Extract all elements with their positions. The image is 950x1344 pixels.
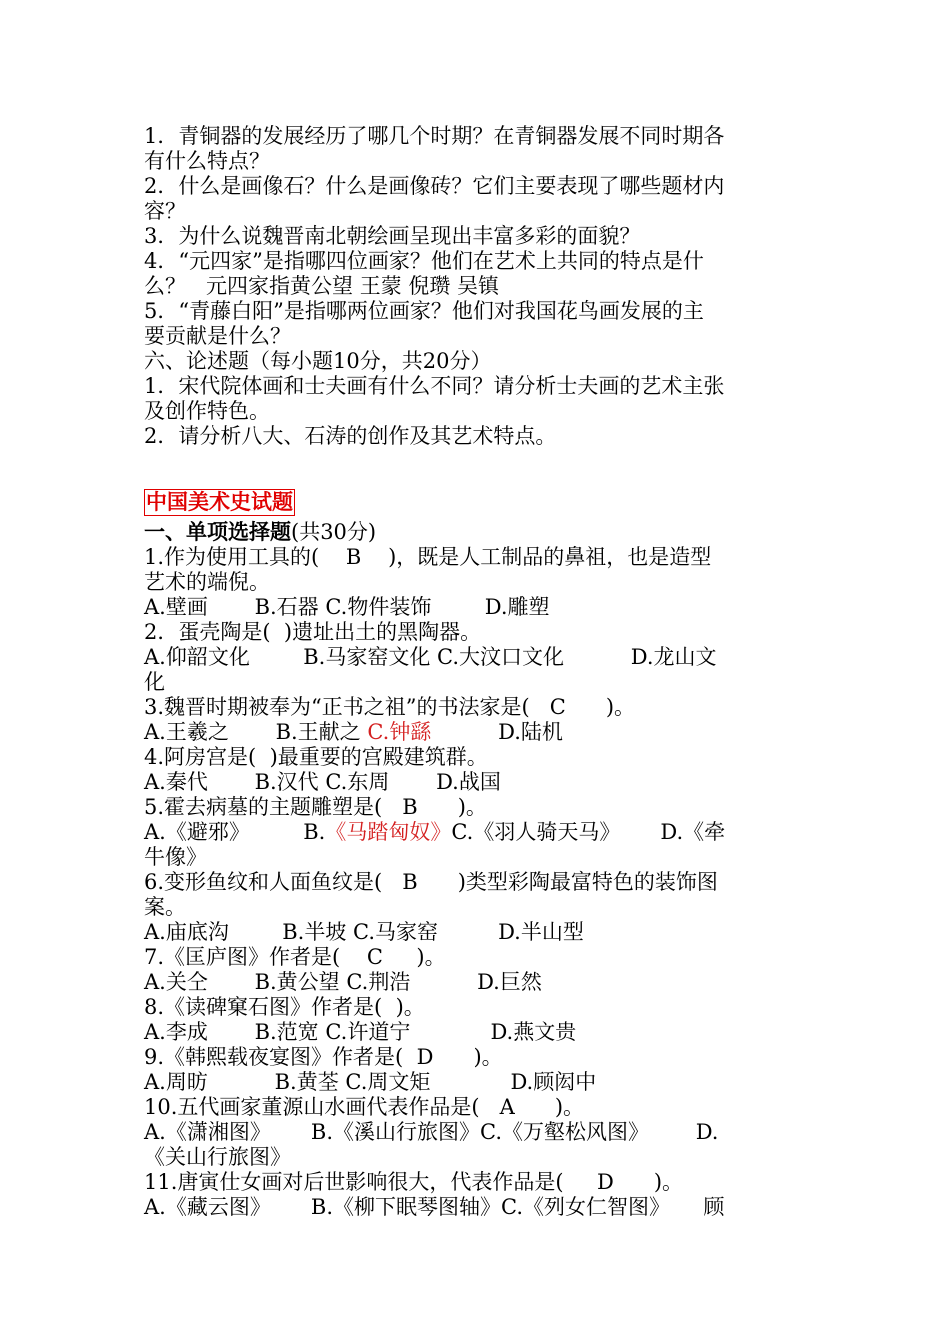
question-7-options: A.关仝 B.黄公望 C.荆浩 D.巨然 xyxy=(144,970,542,994)
text-line: 1．青铜器的发展经历了哪几个时期？在青铜器发展不同时期各 xyxy=(144,124,725,148)
short-answer-block xyxy=(144,124,808,349)
option-text: C.《羽人骑天马》 D.《牵 xyxy=(451,820,726,844)
question-10: 10.五代画家董源山水画代表作品是( A )。 xyxy=(144,1095,585,1119)
question-2: 2．蛋壳陶是( )遗址出土的黑陶器。 xyxy=(144,620,482,644)
question-5-options-cont: 牛像》 xyxy=(144,845,207,869)
question-1: 1.作为使用工具的( B )，既是人工制品的鼻祖，也是造型 xyxy=(144,545,712,569)
question-6-options: A.庙底沟 B.半坡 C.马家窑 D.半山型 xyxy=(144,920,584,944)
text-line: 有什么特点？ xyxy=(144,149,270,173)
section-heading-points: (共30分) xyxy=(291,520,377,544)
text-line: 4．“元四家”是指哪四位画家？他们在艺术上共同的特点是什 xyxy=(144,249,704,273)
text-line: 容？ xyxy=(144,199,186,223)
question-8: 8.《读碑窠石图》作者是( )。 xyxy=(144,995,425,1019)
text-line: 要贡献是什么？ xyxy=(144,324,291,348)
section-heading-bold: 一、单项选择题 xyxy=(144,520,291,544)
question-9-options: A.周昉 B.黄荃 C.周文矩 D.顾闳中 xyxy=(144,1070,597,1094)
question-6: 6.变形鱼纹和人面鱼纹是( B )类型彩陶最富特色的装饰图 xyxy=(144,870,718,894)
highlighted-answer: C.钟繇 xyxy=(367,720,432,744)
text-line: 3．为什么说魏晋南北朝绘画呈现出丰富多彩的面貌？ xyxy=(144,224,641,248)
question-6-cont: 案。 xyxy=(144,895,186,919)
question-5-options xyxy=(144,820,808,845)
question-2-options: A.仰韶文化 B.马家窑文化 C.大汶口文化 D.龙山文 xyxy=(144,645,717,669)
question-1-options: A.壁画 B.石器 C.物件装饰 D.雕塑 xyxy=(144,595,550,619)
text-line: 5．“青藤白阳”是指哪两位画家？他们对我国花鸟画发展的主 xyxy=(144,299,704,323)
question-11-options: A.《藏云图》 B.《柳下眠琴图轴》C.《列女仁智图》 顾 xyxy=(144,1195,725,1219)
option-text: A.《避邪》 B. xyxy=(144,820,326,844)
text-line: 2．请分析八大、石涛的创作及其艺术特点。 xyxy=(144,424,557,448)
question-10-options: A.《潇湘图》 B.《溪山行旅图》C.《万壑松风图》 D. xyxy=(144,1120,719,1144)
text-line: 2．什么是画像石？什么是画像砖？它们主要表现了哪些题材内 xyxy=(144,174,725,198)
text-line: 1．宋代院体画和士夫画有什么不同？请分析士夫画的艺术主张 xyxy=(144,374,725,398)
essay-block xyxy=(144,374,808,449)
text-line: 及创作特色。 xyxy=(144,399,270,423)
question-3-options xyxy=(144,720,808,745)
exam-title-wrapper xyxy=(144,479,808,520)
option-text: D.陆机 xyxy=(431,720,563,744)
essay-heading: 六、论述题（每小题10分，共20分） xyxy=(144,349,492,373)
exam-title: 中国美术史试题 xyxy=(146,490,293,514)
question-11: 11.唐寅仕女画对后世影响很大，代表作品是( D )。 xyxy=(144,1170,684,1194)
highlighted-answer: 《马踏匈奴》 xyxy=(325,820,452,844)
question-3: 3.魏晋时期被奉为“正书之祖”的书法家是( C )。 xyxy=(144,695,636,719)
question-10-options-cont: 《关山行旅图》 xyxy=(144,1145,291,1169)
document-page xyxy=(144,124,808,1220)
section-heading xyxy=(144,520,808,545)
text-line: 么？ 元四家指黄公望 王蒙 倪瓒 吴镇 xyxy=(144,274,500,298)
question-5: 5.霍去病墓的主题雕塑是( B )。 xyxy=(144,795,487,819)
spacer xyxy=(144,449,808,479)
question-7: 7.《匡庐图》作者是( C )。 xyxy=(144,945,446,969)
option-text: A.王羲之 B.王献之 xyxy=(144,720,368,744)
question-1-cont: 艺术的端倪。 xyxy=(144,570,270,594)
question-9: 9.《韩熙载夜宴图》作者是( D )。 xyxy=(144,1045,503,1069)
question-2-options-cont: 化 xyxy=(144,670,165,694)
question-8-options: A.李成 B.范宽 C.许道宁 D.燕文贵 xyxy=(144,1020,577,1044)
question-4: 4.阿房宫是( )最重要的宫殿建筑群。 xyxy=(144,745,488,769)
question-4-options: A.秦代 B.汉代 C.东周 D.战国 xyxy=(144,770,501,794)
